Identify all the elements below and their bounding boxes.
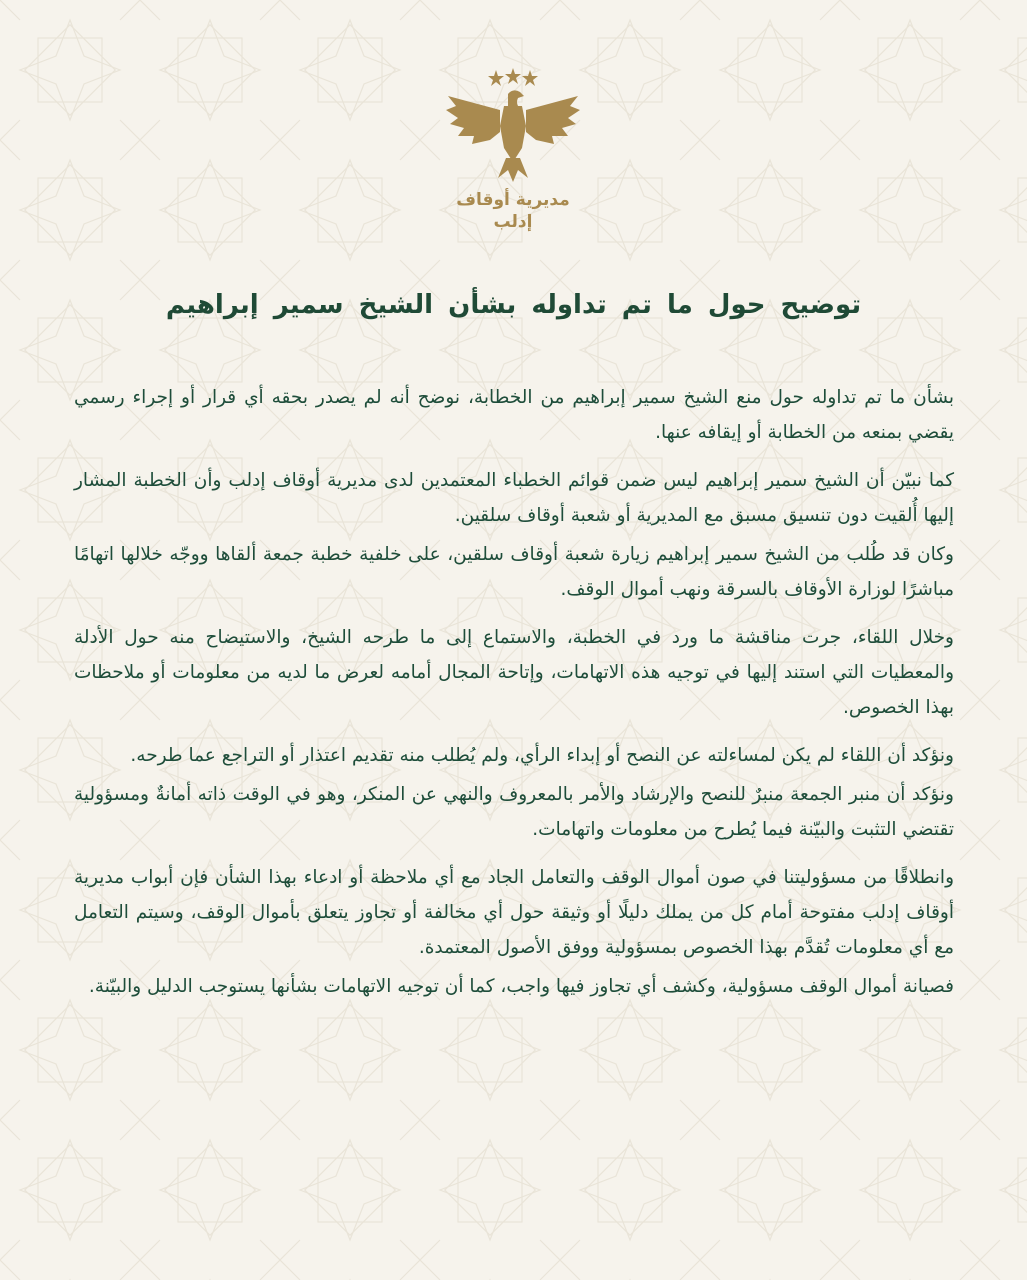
org-name-line1: مديرية أوقاف bbox=[456, 190, 570, 210]
three-stars-icon bbox=[488, 68, 538, 86]
paragraph: وكان قد طُلب من الشيخ سمير إبراهيم زيارة شعبة أوقاف سلقين، على خلفية خطبة جمعة ألقاها ووجّه خلالها اتهامًا مباشرًا لوزارة الأوقاف بالسرقة ونهب أموال الوقف. bbox=[74, 544, 954, 600]
golden-eagle-emblem-icon bbox=[438, 66, 588, 186]
paragraph: كما نبيّن أن الشيخ سمير إبراهيم ليس ضمن قوائم الخطباء المعتمدين لدى مديرية أوقاف إدلب وأن الخطبة المشار إليها أُلقيت دون تنسيق مسبق مع المديرية أو شعبة أوقاف سلقين. bbox=[74, 470, 954, 526]
paragraph: بشأن ما تم تداوله حول منع الشيخ سمير إبراهيم من الخطابة، نوضح أنه لم يصدر بحقه أي قرار أو إجراء رسمي يقضي بمنعه من الخطابة أو إيقافه عنها. bbox=[74, 387, 954, 443]
org-name-line2: إدلب bbox=[493, 212, 533, 232]
page-title: توضيح حول ما تم تداوله بشأن الشيخ سمير إبراهيم bbox=[165, 290, 862, 320]
paragraph: وخلال اللقاء، جرت مناقشة ما ورد في الخطبة، والاستماع إلى ما طرحه الشيخ، والاستيضاح منه حول الأدلة والمعطيات التي استند إليها في توجيه هذه الاتهامات، وإتاحة المجال أمامه لعرض ما لديه من معلومات أو ملاحظات بهذا الخصوص. bbox=[74, 627, 954, 718]
paragraph: فصيانة أموال الوقف مسؤولية، وكشف أي تجاوز فيها واجب، كما أن توجيه الاتهامات بشأنها يستوجب الدليل والبيّنة. bbox=[88, 976, 954, 997]
paragraph: ونؤكد أن منبر الجمعة منبرٌ للنصح والإرشاد والأمر بالمعروف والنهي عن المنكر، وهو في الوقت ذاته أمانةٌ ومسؤولية تقتضي التثبت والبيّنة فيما يُطرح من معلومات واتهامات. bbox=[74, 784, 954, 840]
paragraph: ونؤكد أن اللقاء لم يكن لمساءلته عن النصح أو إبداء الرأي، ولم يُطلب منه تقديم اعتذار أو التراجع عما طرحه. bbox=[130, 745, 954, 766]
statement-body bbox=[74, 380, 954, 1017]
paragraph: وانطلاقًا من مسؤوليتنا في صون أموال الوقف والتعامل الجاد مع أي ملاحظة أو ادعاء بهذا الشأن فإن أبواب مديرية أوقاف إدلب مفتوحة أمام كل من يملك دليلًا أو وثيقة حول أي مخالفة أو تجاوز يتعلق بأموال الوقف، وسيتم التعامل مع أي معلومات تُقدَّم بهذا الخصوص بمسؤولية ووفق الأصول المعتمدة. bbox=[74, 867, 954, 958]
